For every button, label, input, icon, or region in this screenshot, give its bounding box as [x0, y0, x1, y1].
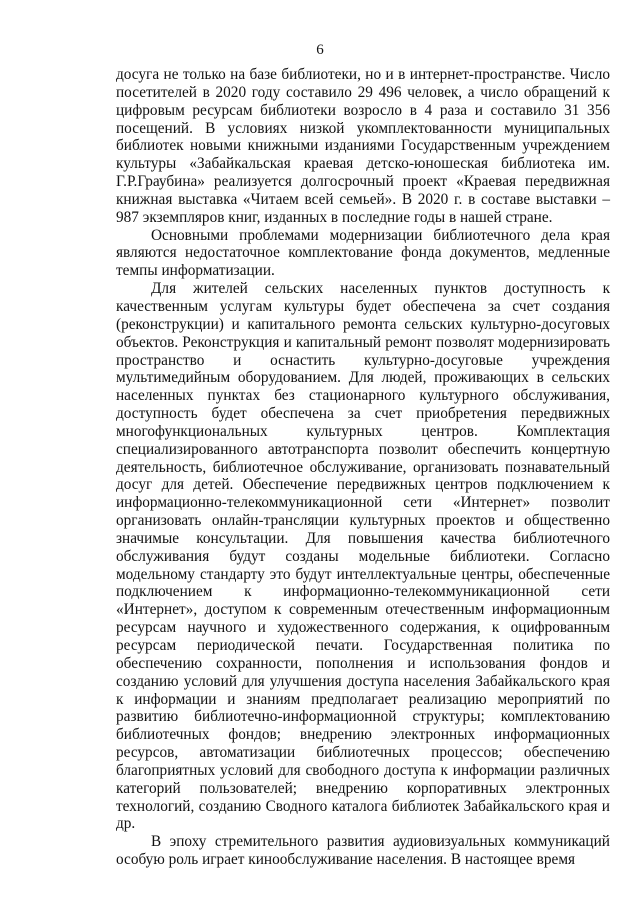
paragraph-audiovisual: В эпоху стремительного развития аудиовизуальных коммуникаций особую роль играет кинообслуживание населения. В настоящее время	[116, 833, 610, 869]
document-body	[116, 66, 610, 869]
page-number: 6	[316, 42, 324, 58]
paragraph-rural-access: Для жителей сельских населенных пунктов доступность к качественным услугам культуры будет обеспечена за счет создания (реконструкции) и капитального ремонта сельских культурно-досуговых объектов. Реконструкция и капитальный ремонт позволят модернизировать пространство и оснастить культурно-досуговые учреждения мультимедийным оборудованием. Для людей, проживающих в сельских населенных пунктах без стационарного культурного обслуживания, доступность будет обеспечена за счет приобретения передвижных многофункциональных культурных центров. Комплектация специализированного автотранспорта позволит обеспечить концертную деятельность, библиотечное обслуживание, организовать познавательный досуг для детей. Обеспечение передвижных центров подключением к информационно-телекоммуникационной сети «Интернет» позволит организовать онлайн-трансляции культурных проектов и общественно значимые консультации. Для повышения качества библиотечного обслуживания будут созданы модельные библиотеки. Согласно модельному стандарту это будут интеллектуальные центры, обеспеченные подключением к информационно-телекоммуникационной сети «Интернет», доступом к современным отечественным информационным ресурсам научного и художественного содержания, к оцифрованным ресурсам периодической печати. Государственная политика по обеспечению сохранности, пополнения и использования фондов и созданию условий для улучшения доступа населения Забайкальского края к информации и знаниям предполагает реализацию мероприятий по развитию библиотечно-информационной структуры; комплектованию библиотечных фондов; внедрению электронных информационных ресурсов, автоматизации библиотечных процессов; обеспечению благоприятных условий для свободного доступа к информации различных категорий пользователей; внедрению корпоративных электронных технологий, созданию Сводного каталога библиотек Забайкальского края и др.	[116, 280, 610, 833]
paragraph-continued: досуга не только на базе библиотеки, но и в интернет-пространстве. Число посетителей в 2020 году составило 29 496 человек, а число обращений к цифровым ресурсам библиотеки возросло в 4 раза и составило 31 356 посещений. В условиях низкой укомплектованности муниципальных библиотек новыми книжными изданиями Государственным учреждением культуры «Забайкальская краевая детско-юношеская библиотека им. Г.Р.Граубина» реализуется долгосрочный проект «Краевая передвижная книжная выставка «Читаем всей семьей». В 2020 г. в составе выставки – 987 экземпляров книг, изданных в последние годы в нашей стране.	[116, 66, 610, 226]
paragraph-problems: Основными проблемами модернизации библиотечного дела края являются недостаточное комплектование фонда документов, медленные темпы информатизации.	[116, 226, 610, 280]
